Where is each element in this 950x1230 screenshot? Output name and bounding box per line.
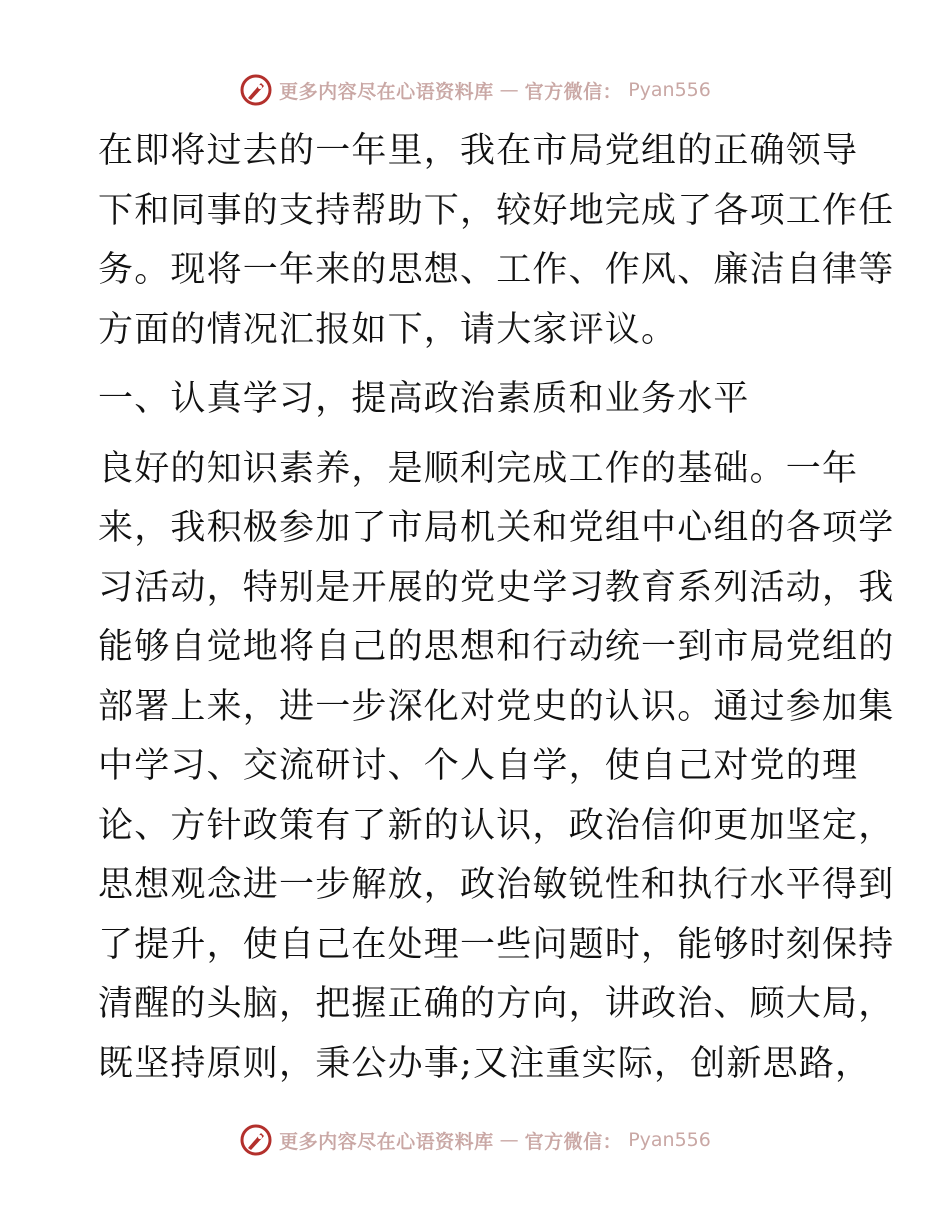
paragraph-line: 论、方针政策有了新的认识，政治信仰更加坚定， xyxy=(98,805,895,846)
watermark-contact-label: 官方微信： xyxy=(524,80,623,103)
paragraph-line: 中学习、交流研讨、个人自学，使自己对党的理 xyxy=(98,746,859,786)
paragraph-line: 清醒的头脑，把握正确的方向，讲政治、顾大局， xyxy=(98,984,895,1024)
pen-nib-circle-icon xyxy=(239,1123,273,1157)
paragraph-line: 来，我积极参加了市局机关和党组中心组的各项学 xyxy=(98,508,895,548)
pen-nib-circle-icon xyxy=(239,73,273,107)
watermark-brand: 更多内容尽在心语资料库 xyxy=(279,1130,494,1153)
watermark-contact-id: Pyan556 xyxy=(628,79,711,101)
paragraph-line: 习活动，特别是开展的党史学习教育系列活动，我 xyxy=(98,567,895,608)
paragraph-line: 部署上来，进一步深化对党史的认识。通过参加集 xyxy=(98,686,895,727)
watermark-contact-id: Pyan556 xyxy=(628,1129,711,1151)
paragraph-line: 良好的知识素养，是顺利完成工作的基础。一年 xyxy=(98,448,859,489)
footer-watermark xyxy=(0,1120,950,1160)
paragraph-line: 方面的情况汇报如下，请大家评议。 xyxy=(98,309,678,350)
paragraph-line: 了提升，使自己在处理一些问题时，能够时刻保持 xyxy=(98,924,895,965)
watermark-separator: — xyxy=(499,79,519,101)
paragraph-line: 既坚持原则，秉公办事;又注重实际，创新思路， xyxy=(98,1043,872,1084)
paragraph-line: 能够自觉地将自己的思想和行动统一到市局党组的 xyxy=(98,627,895,667)
watermark-brand: 更多内容尽在心语资料库 xyxy=(279,80,494,103)
paragraph-line: 思想观念进一步解放，政治敏锐性和执行水平得到 xyxy=(98,865,895,905)
section-heading: 一、认真学习，提高政治素质和业务水平 xyxy=(98,379,750,419)
watermark-contact-label: 官方微信： xyxy=(524,1130,623,1153)
document-body xyxy=(98,122,895,1094)
paragraph-line: 务。现将一年来的思想、工作、作风、廉洁自律等 xyxy=(98,250,895,290)
header-watermark xyxy=(0,70,950,110)
paragraph-line: 在即将过去的一年里，我在市局党组的正确领导 xyxy=(98,131,859,171)
section-paragraph xyxy=(98,440,895,1095)
watermark-separator: — xyxy=(499,1129,519,1151)
intro-paragraph xyxy=(98,122,895,360)
paragraph-line: 下和同事的支持帮助下，较好地完成了各项工作任 xyxy=(98,190,895,231)
